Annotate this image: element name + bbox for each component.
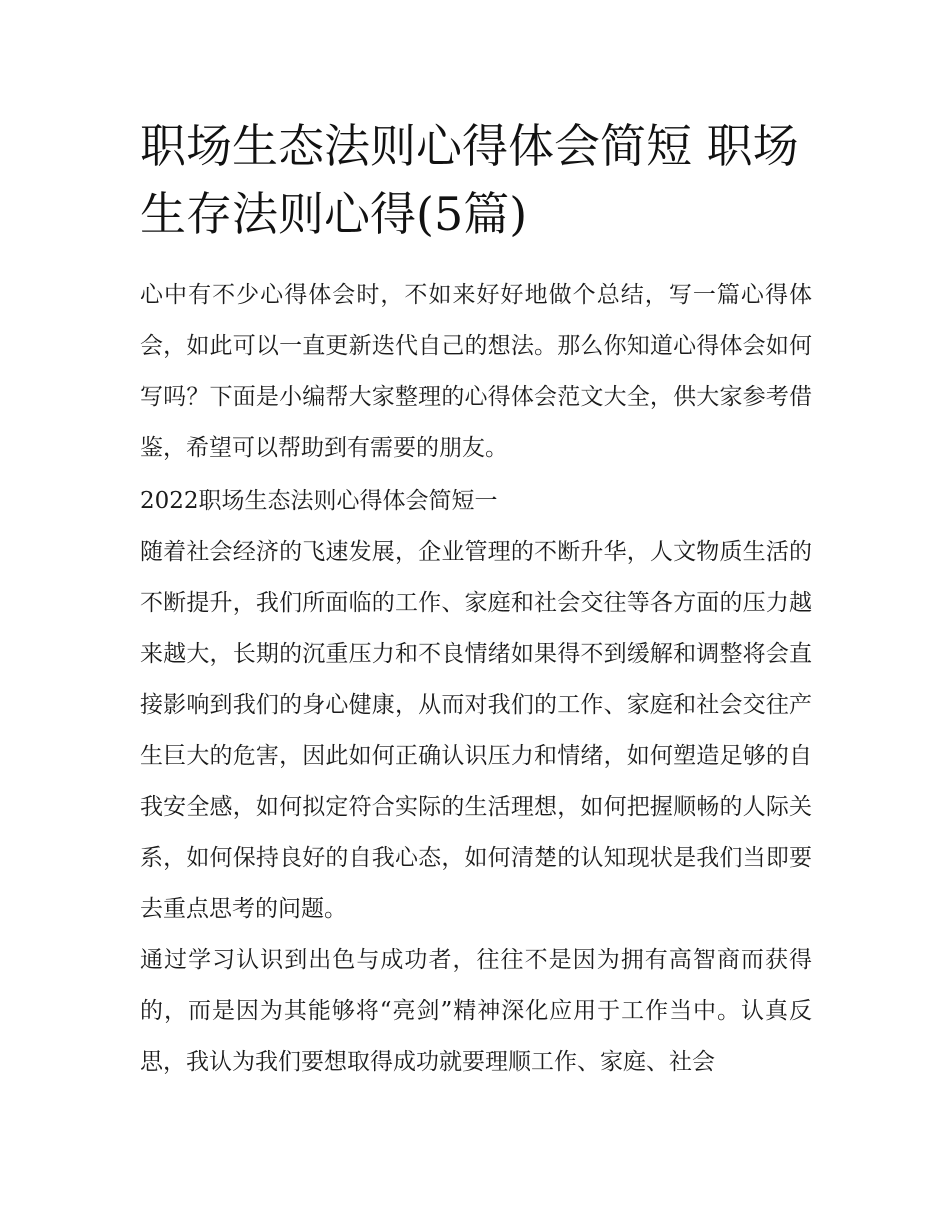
body-paragraph-2: 通过学习认识到出色与成功者，往往不是因为拥有高智商而获得的，而是因为其能够将“亮剑”精神深化应用于工作当中。认真反思，我认为我们要想取得成功就要理顺工作、家庭、社会 [140,947,812,1075]
document-title: 职场生态法则心得体会简短 职场生存法则心得(5篇) [140,119,799,241]
section-heading: 2022职场生态法则心得体会简短一 [140,488,498,514]
body-paragraph-1: 随着社会经济的飞速发展，企业管理的不断升华，人文物质生活的不断提升，我们所面临的工作、家庭和社会交往等各方面的压力越来越大，长期的沉重压力和不良情绪如果得不到缓解和调整将会直接影响到我们的身心健康，从而对我们的工作、家庭和社会交往产生巨大的危害，因此如何正确认识压力和情绪，如何塑造足够的自我安全感，如何拟定符合实际的生活理想，如何把握顺畅的人际关系，如何保持良好的自我心态，如何清楚的认知现状是我们当即要去重点思考的问题。 [140,539,812,922]
document-body [140,112,812,1088]
intro-paragraph: 心中有不少心得体会时，不如来好好地做个总结，写一篇心得体会，如此可以一直更新迭代自己的想法。那么你知道心得体会如何写吗？下面是小编帮大家整理的心得体会范文大全，供大家参考借鉴，希望可以帮助到有需要的朋友。 [140,282,812,461]
